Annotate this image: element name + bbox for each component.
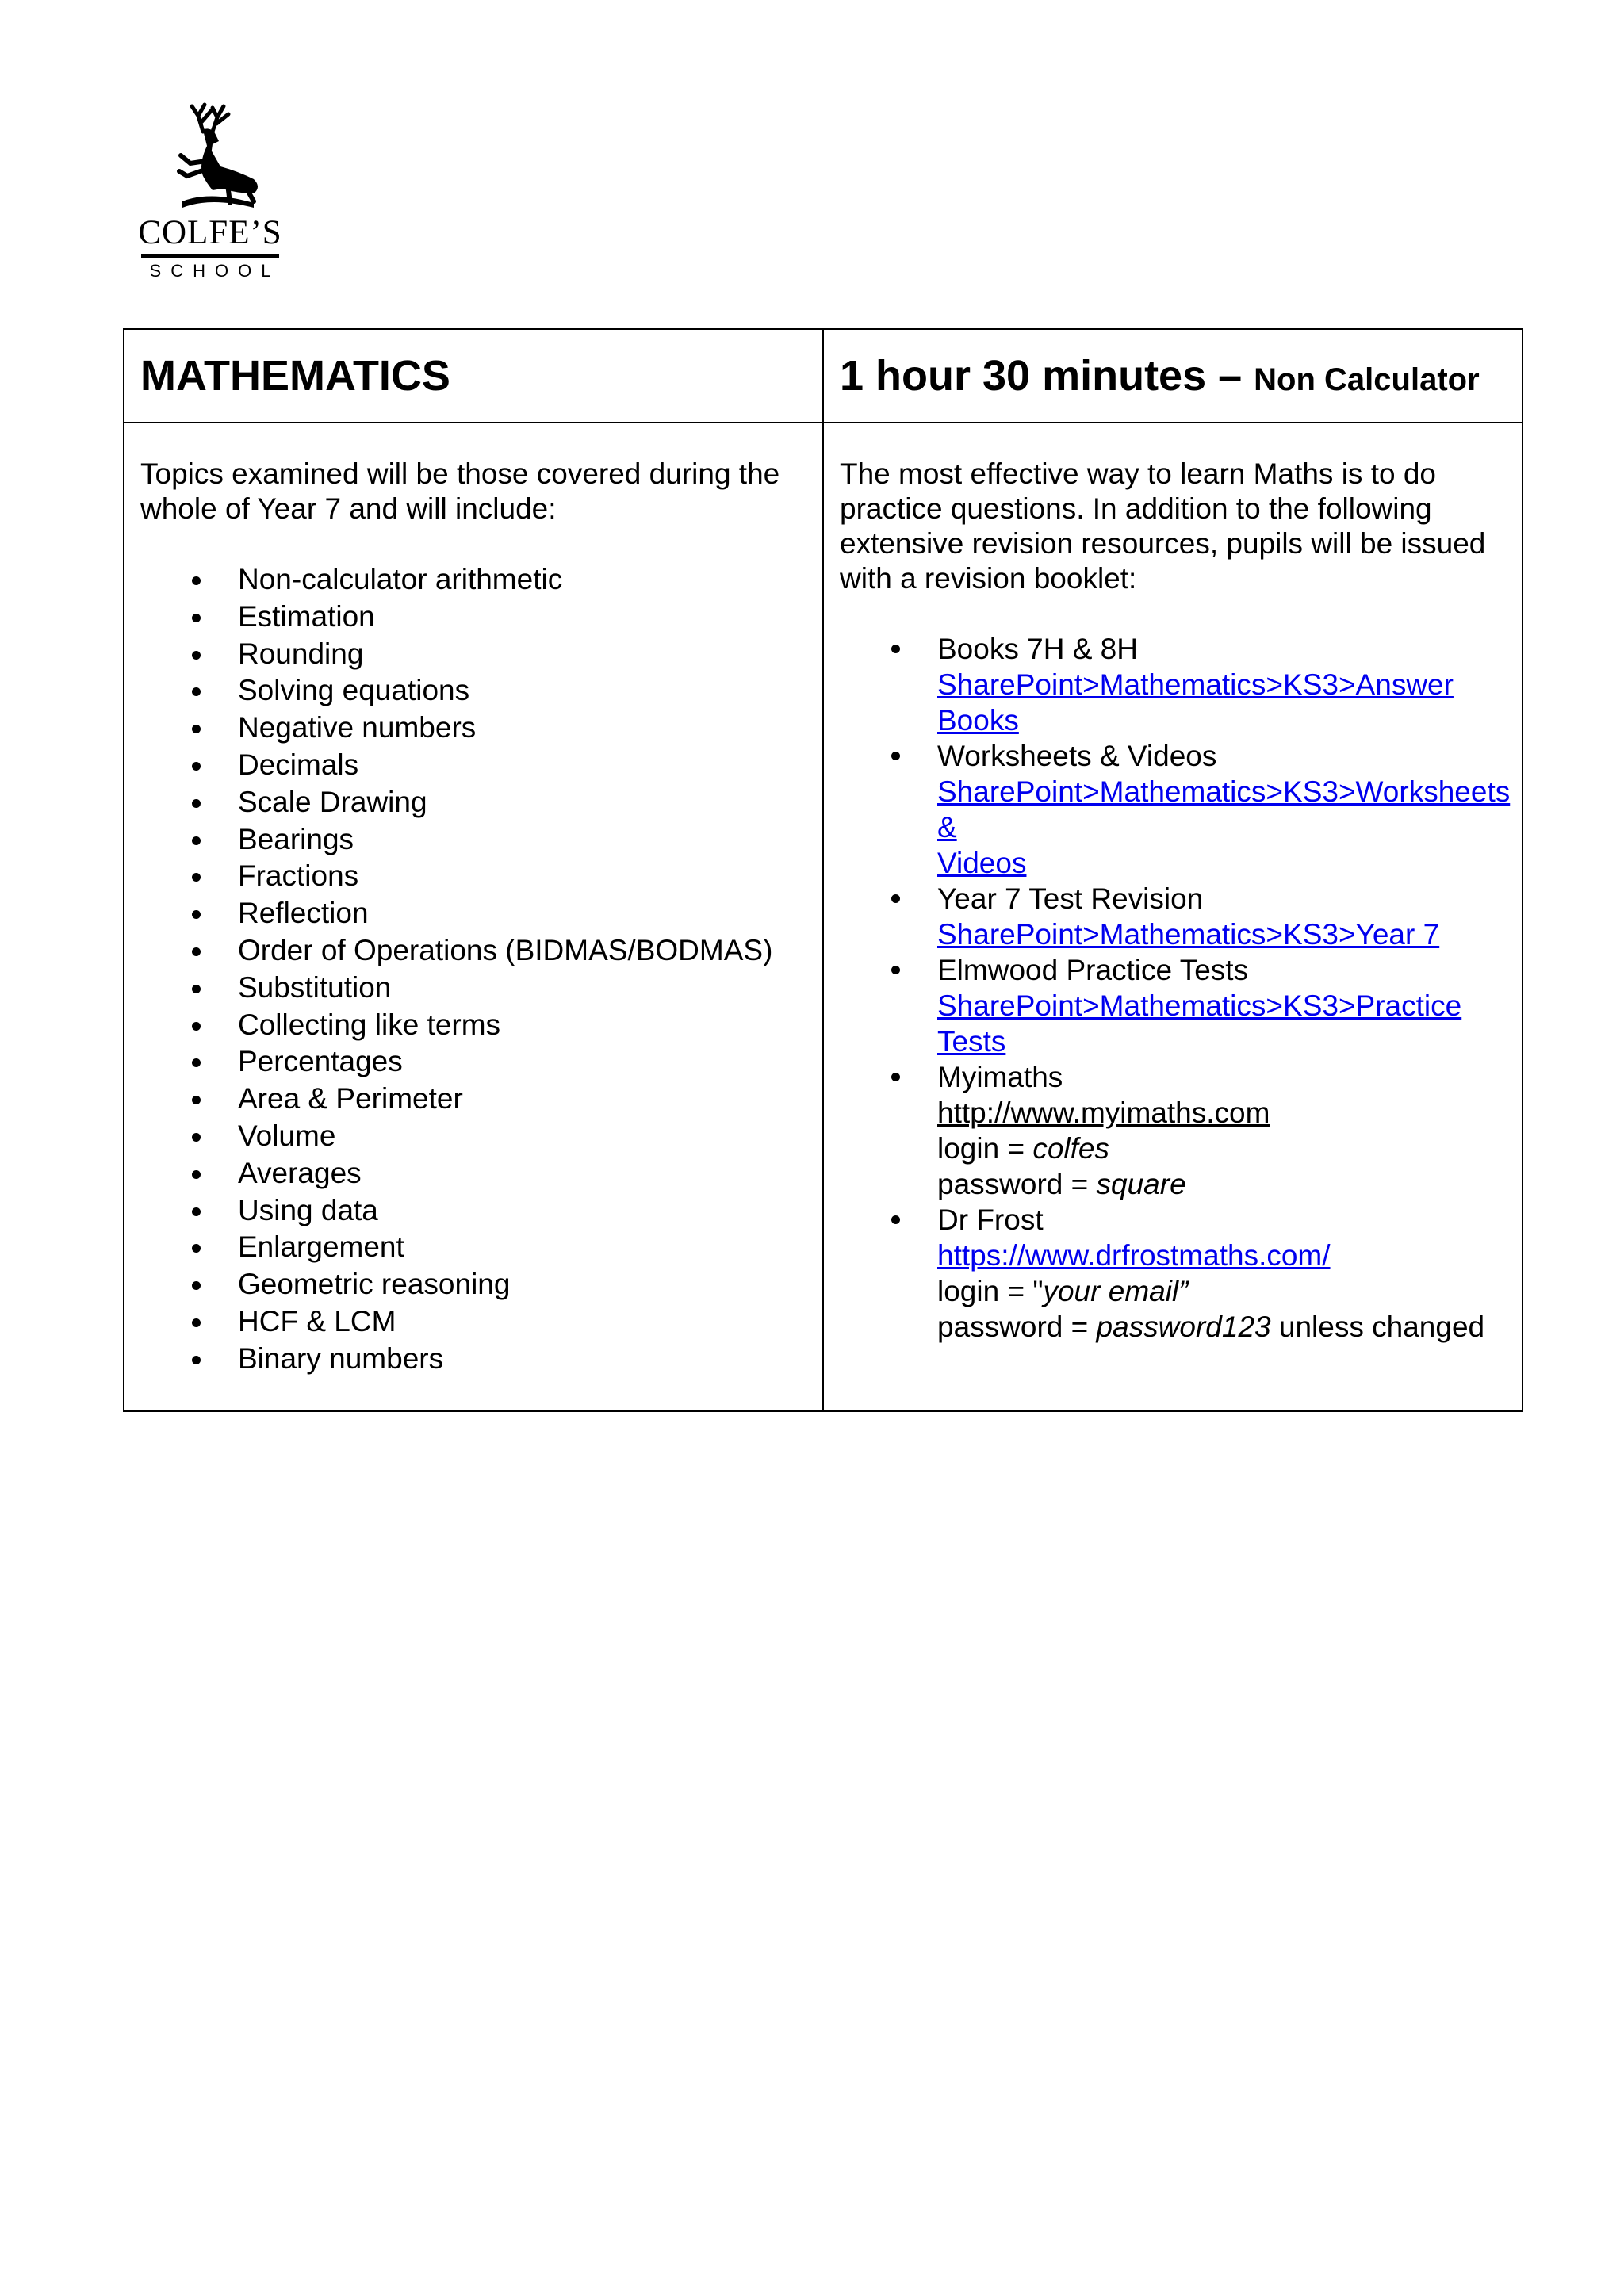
list-item: Fractions: [140, 858, 806, 895]
list-item: Averages: [140, 1155, 806, 1192]
list-item: Using data: [140, 1192, 806, 1230]
resource-item-myimaths: [840, 1059, 1506, 1202]
bullet-icon: [192, 873, 201, 882]
bullet-icon: [192, 651, 201, 660]
list-item: HCF & LCM: [140, 1303, 806, 1341]
list-item: Substitution: [140, 970, 806, 1007]
bullet-icon: [192, 836, 201, 845]
bullet-icon: [192, 762, 201, 771]
login-line: login = "your email”: [937, 1275, 1189, 1307]
list-item: Reflection: [140, 895, 806, 932]
resource-item-worksheets: [840, 738, 1511, 881]
logo-school-name: COLFE’S: [138, 214, 282, 251]
bullet-icon: [192, 1356, 201, 1364]
bullet-icon: [192, 1096, 201, 1104]
bullet-icon: [192, 1058, 201, 1067]
bullet-icon: [192, 910, 201, 919]
duration-cell: [823, 329, 1522, 423]
calculator-rule: Non Calculator: [1254, 362, 1480, 397]
list-item: Binary numbers: [140, 1341, 806, 1378]
list-item: Area & Perimeter: [140, 1081, 806, 1118]
bullet-icon: [192, 1022, 201, 1031]
resource-item-year7: [840, 881, 1506, 952]
resource-link-worksheets[interactable]: SharePoint>Mathematics>KS3>Worksheets & Videos: [937, 775, 1511, 879]
resource-title: Dr Frost: [937, 1203, 1044, 1236]
bullet-icon: [891, 1073, 900, 1081]
resource-item-books: [840, 631, 1506, 738]
resources-list: [840, 631, 1511, 1345]
resource-item-drfrost: [840, 1202, 1506, 1345]
resource-link-drfrost[interactable]: https://www.drfrostmaths.com/: [937, 1239, 1331, 1272]
list-item: Estimation: [140, 599, 806, 636]
list-item: Negative numbers: [140, 710, 806, 747]
resource-link-myimaths[interactable]: http://www.myimaths.com: [937, 1096, 1270, 1129]
resource-link-year7[interactable]: SharePoint>Mathematics>KS3>Year 7: [937, 918, 1440, 951]
resource-item-elmwood: [840, 952, 1506, 1059]
bullet-icon: [891, 752, 900, 760]
resource-link-answer-books[interactable]: SharePoint>Mathematics>KS3>Answer Books: [937, 668, 1454, 737]
resource-title: Myimaths: [937, 1061, 1063, 1093]
bullet-icon: [192, 1207, 201, 1216]
resource-title: Year 7 Test Revision: [937, 882, 1204, 915]
logo-divider: [141, 254, 279, 258]
list-item: Collecting like terms: [140, 1007, 806, 1044]
list-item: Bearings: [140, 821, 806, 859]
list-item: Enlargement: [140, 1229, 806, 1266]
resource-link-practice-tests[interactable]: SharePoint>Mathematics>KS3>Practice Tests: [937, 989, 1462, 1058]
bullet-icon: [192, 614, 201, 622]
topics-cell: [124, 423, 823, 1411]
logo-subtitle: SCHOOL: [149, 261, 281, 281]
bullet-icon: [192, 799, 201, 808]
bullet-icon: [192, 1133, 201, 1142]
bullet-icon: [192, 1281, 201, 1290]
bullet-icon: [192, 1244, 201, 1253]
bullet-icon: [192, 1318, 201, 1327]
bullet-icon: [192, 947, 201, 956]
stag-crest-icon: [135, 100, 285, 211]
list-item: Non-calculator arithmetic: [140, 561, 806, 599]
bullet-icon: [891, 966, 900, 974]
resources-cell: [823, 423, 1522, 1411]
bullet-icon: [192, 1170, 201, 1179]
bullet-icon: [891, 894, 900, 903]
list-item: Volume: [140, 1118, 806, 1155]
password-line: password = square: [937, 1168, 1186, 1200]
school-logo: [135, 100, 285, 282]
list-item: Solving equations: [140, 672, 806, 710]
resource-title: Elmwood Practice Tests: [937, 954, 1249, 986]
bullet-icon: [891, 645, 900, 653]
list-item: Percentages: [140, 1043, 806, 1081]
topics-list: [140, 561, 806, 1378]
exam-info-table: [123, 328, 1523, 1412]
list-item: Order of Operations (BIDMAS/BODMAS): [140, 932, 806, 970]
bullet-icon: [891, 1215, 900, 1224]
bullet-icon: [192, 725, 201, 733]
list-item: Scale Drawing: [140, 784, 806, 821]
password-line: password = password123 unless changed: [937, 1311, 1485, 1343]
list-item: Rounding: [140, 636, 806, 673]
exam-duration: [824, 330, 1522, 404]
resource-title: Books 7H & 8H: [937, 633, 1138, 665]
bullet-icon: [192, 985, 201, 993]
duration-text: 1 hour 30 minutes –: [840, 352, 1243, 400]
subject-title: MATHEMATICS: [140, 352, 450, 400]
topics-intro: Topics examined will be those covered during the whole of Year 7 and will include:: [140, 457, 780, 525]
resources-intro: The most effective way to learn Maths is to do practice questions. In addition to the following extensive revision resources, pupils will be issued with a revision booklet:: [840, 457, 1486, 595]
bullet-icon: [192, 576, 201, 585]
list-item: Geometric reasoning: [140, 1266, 806, 1303]
resource-title: Worksheets & Videos: [937, 740, 1217, 772]
login-line: login = colfes: [937, 1132, 1109, 1165]
subject-cell: [124, 329, 823, 423]
list-item: Decimals: [140, 747, 806, 784]
bullet-icon: [192, 687, 201, 696]
